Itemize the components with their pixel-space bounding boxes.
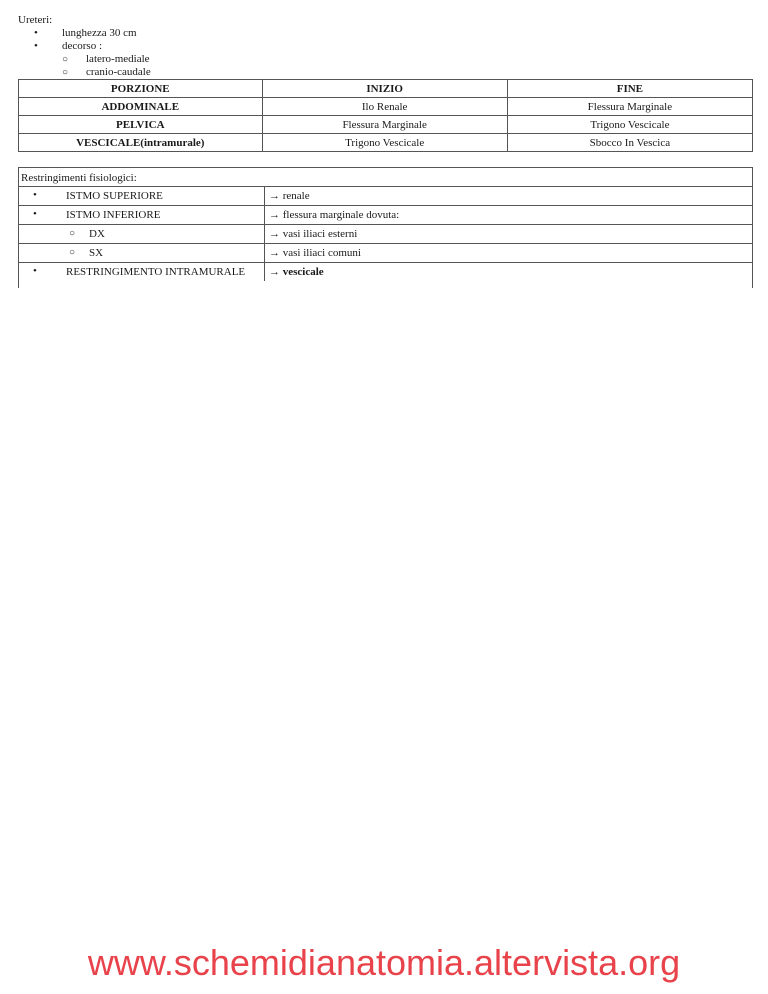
column-header: PORZIONE xyxy=(19,80,263,98)
watermark-url: www.schemidianatomia.altervista.org xyxy=(87,942,681,983)
table-row xyxy=(19,187,752,206)
table-row xyxy=(19,244,752,263)
table-cell: • ISTMO INFERIORE xyxy=(19,206,265,225)
table-cell: ADDOMINALE xyxy=(19,98,263,116)
table-cell: Trigono Vescicale xyxy=(507,116,752,134)
table-cell: PELVICA xyxy=(19,116,263,134)
table-cell: Trigono Vescicale xyxy=(262,134,507,152)
table-row xyxy=(19,134,753,152)
table-header-row xyxy=(19,80,753,98)
table-cell: → vasi iliaci comuni xyxy=(265,244,753,263)
table-cell: ○ SX xyxy=(19,244,265,263)
table-cell: VESCICALE(intramurale) xyxy=(19,134,263,152)
column-header: INIZIO xyxy=(262,80,507,98)
restringimenti-table xyxy=(19,186,752,281)
circle-bullet-icon: ○ xyxy=(69,247,76,258)
document-title: Ureteri: xyxy=(18,14,53,26)
table-cell: • RESTRINGIMENTO INTRAMURALE xyxy=(19,263,265,282)
section-title: Restringimenti fisiologici: xyxy=(21,172,137,184)
table-row xyxy=(19,206,752,225)
table-row xyxy=(19,116,753,134)
bullet-icon: • xyxy=(33,189,37,201)
circle-bullet-icon: ○ xyxy=(62,54,69,65)
bullet-icon: • xyxy=(33,208,37,220)
table-cell: Ilo Renale xyxy=(262,98,507,116)
table-cell: Flessura Marginale xyxy=(507,98,752,116)
bullet-icon: • xyxy=(34,27,38,39)
table-cell: Flessura Marginale xyxy=(262,116,507,134)
bullet-icon: • xyxy=(34,40,38,52)
table-row xyxy=(19,225,752,244)
table-cell: ○ DX xyxy=(19,225,265,244)
table-cell: → renale xyxy=(265,187,753,206)
bullet-icon: • xyxy=(33,265,37,277)
table-row xyxy=(19,98,753,116)
column-header: FINE xyxy=(507,80,752,98)
circle-bullet-icon: ○ xyxy=(69,228,76,239)
table-cell: → flessura marginale dovuta: xyxy=(265,206,753,225)
circle-bullet-icon: ○ xyxy=(62,67,69,78)
table-cell: → vescicale xyxy=(265,263,753,282)
restringimenti-box xyxy=(18,167,753,288)
table-cell: Sbocco In Vescica xyxy=(507,134,752,152)
table-row xyxy=(19,263,752,282)
table-cell: → vasi iliaci esterni xyxy=(265,225,753,244)
porzioni-table xyxy=(18,79,753,152)
table-cell: • ISTMO SUPERIORE xyxy=(19,187,265,206)
